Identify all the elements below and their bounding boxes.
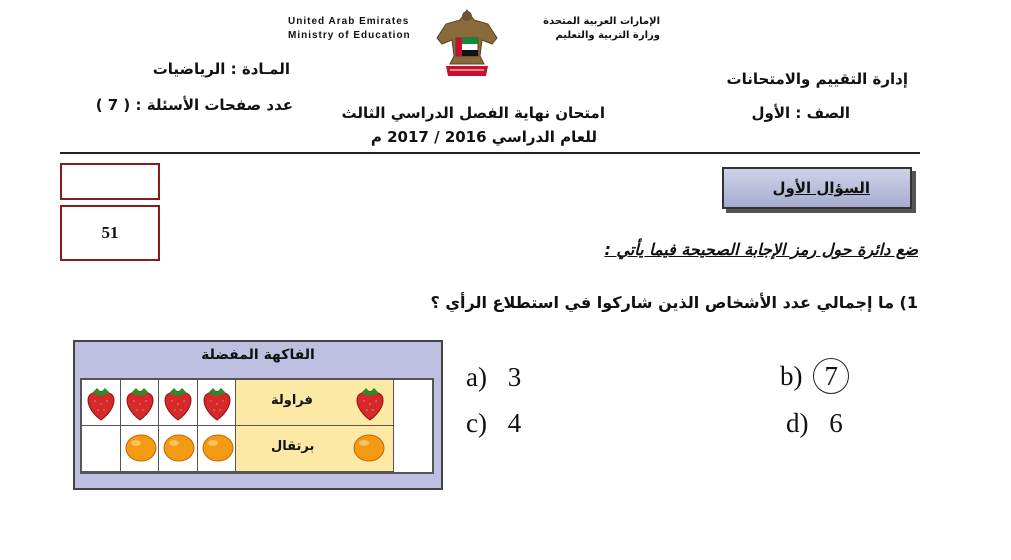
option-d-letter: d) (786, 408, 809, 438)
score-value: 51 (101, 223, 119, 242)
fruit-chart (73, 340, 443, 490)
department-label: إدارة التقييم والامتحانات (726, 70, 908, 88)
chart-row-label-cell (236, 426, 394, 472)
score-box-bottom[interactable] (60, 205, 160, 261)
grade-label: الصف : الأول (751, 104, 850, 122)
chart-cell (198, 426, 237, 472)
score-box-top[interactable] (60, 163, 160, 200)
chart-cell (198, 380, 237, 426)
chart-row-label: برتقال (271, 439, 315, 454)
exam-title: امتحان نهاية الفصل الدراسي الثالث (341, 104, 605, 122)
option-d-value: 6 (829, 408, 843, 438)
subject-label: المـادة : الرياضيات (152, 60, 290, 78)
option-c[interactable] (466, 408, 521, 439)
orange-icon (200, 430, 236, 468)
chart-cell (82, 380, 121, 426)
orange-icon (351, 430, 387, 468)
header-arabic (520, 15, 660, 43)
option-a-letter: a) (466, 362, 487, 392)
emblem-icon (432, 4, 502, 82)
question-text: ما إجمالي عدد الأشخاص الذين شاركوا في استطلاع الرأي ؟ (430, 293, 894, 312)
strawberry-icon (200, 384, 234, 426)
chart-title: الفاكهة المفضلة (201, 347, 315, 363)
strawberry-icon (123, 384, 157, 426)
orange-icon (161, 430, 197, 468)
country-en: United Arab Emirates (288, 16, 410, 27)
question-number: 1) (899, 293, 918, 312)
option-b[interactable] (780, 358, 849, 394)
chart-cell (121, 380, 160, 426)
country-ar: الإمارات العربية المتحدة (543, 16, 660, 27)
strawberry-icon (84, 384, 118, 426)
option-c-value: 4 (507, 408, 522, 438)
option-d[interactable] (786, 408, 843, 439)
strawberry-icon (353, 384, 387, 426)
chart-cell (159, 380, 198, 426)
header-english (288, 15, 423, 43)
option-b-value-circled: 7 (813, 358, 849, 394)
pages-count: عدد صفحات الأسئلة : ( 7 ) (95, 96, 293, 114)
instruction-text: ضع دائرة حول رمز الإجابة الصحيحة فيما يأتي : (604, 240, 918, 259)
option-b-letter: b) (780, 361, 803, 391)
option-a[interactable] (466, 362, 521, 393)
chart-cell (82, 426, 121, 472)
chart-cell (121, 426, 160, 472)
option-a-value: 3 (507, 362, 522, 392)
section-title: السؤال الأول (772, 179, 870, 197)
chart-grid (80, 378, 434, 474)
option-c-letter: c) (466, 408, 487, 438)
section-banner (722, 167, 912, 209)
academic-year: للعام الدراسي 2016 / 2017 م (370, 128, 597, 146)
ministry-ar: وزارة التربية والتعليم (555, 30, 660, 41)
header-divider (60, 152, 920, 154)
ministry-en: Ministry of Education (288, 30, 411, 41)
chart-cell (159, 426, 198, 472)
chart-row-label: فراولة (271, 393, 313, 408)
chart-row-label-cell (236, 380, 394, 426)
question-line (370, 293, 918, 312)
strawberry-icon (161, 384, 195, 426)
orange-icon (123, 430, 159, 468)
